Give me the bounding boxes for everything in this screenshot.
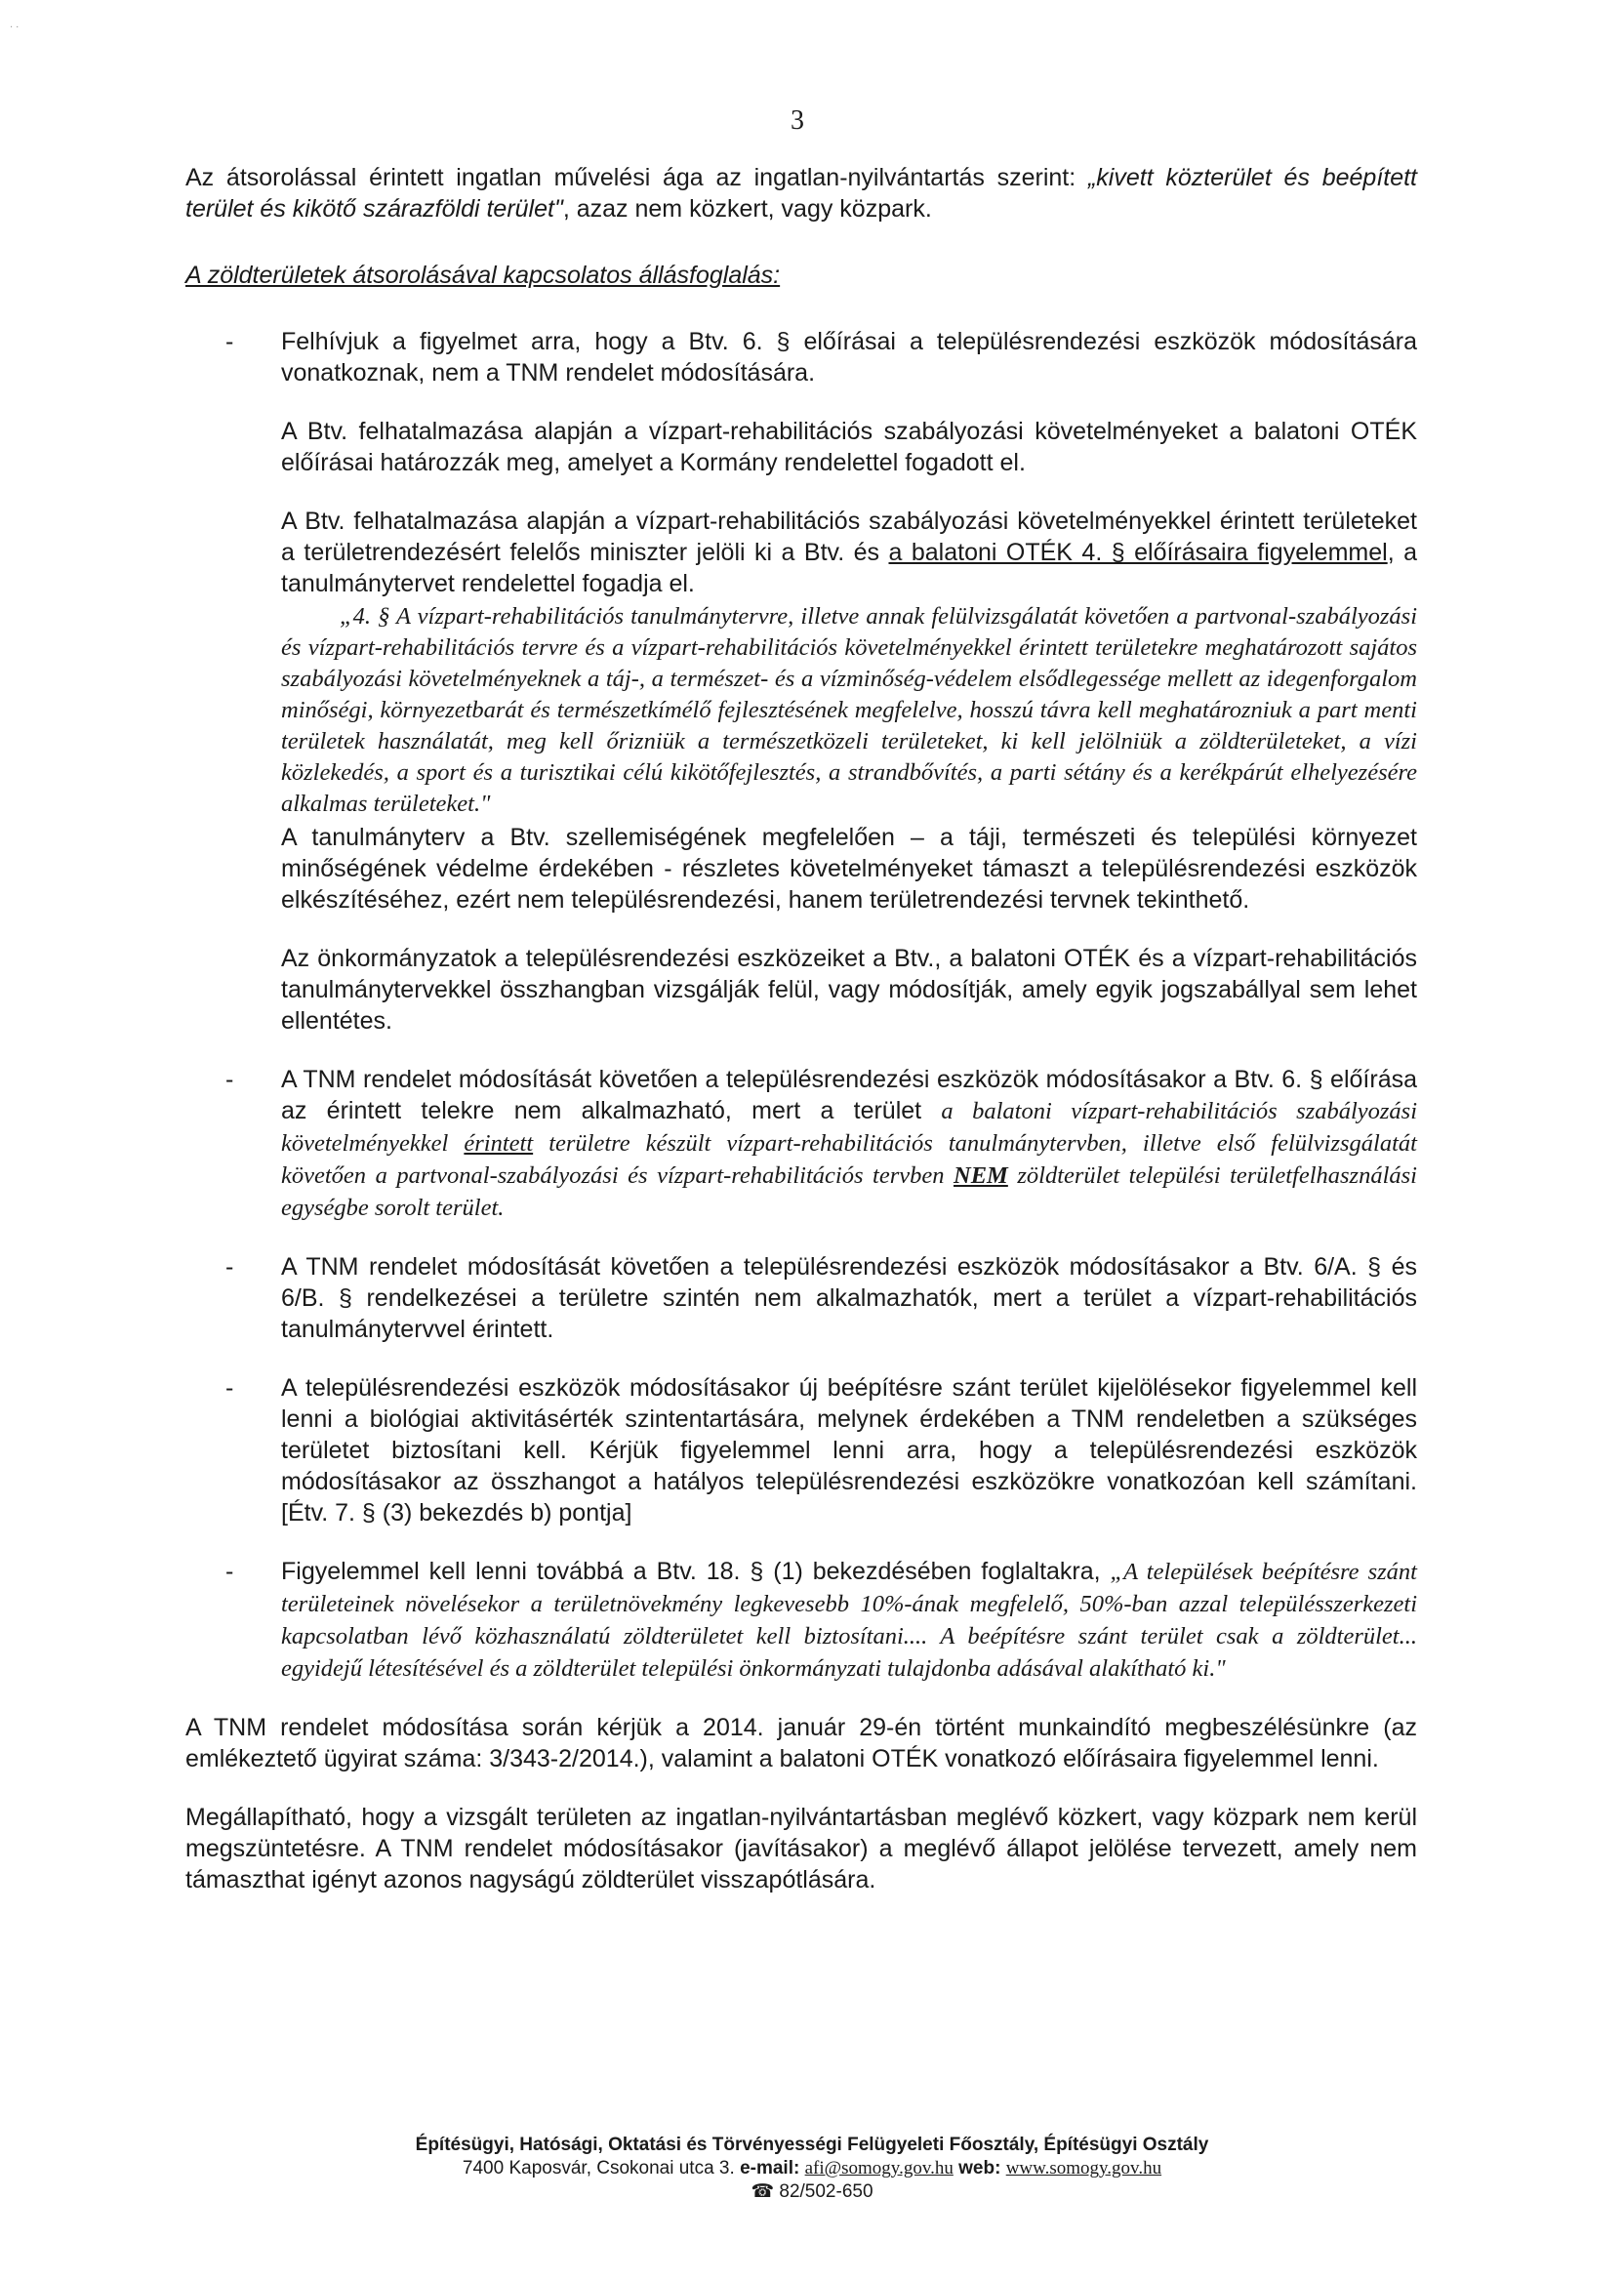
footer-contact: 7400 Kaposvár, Csokonai utca 3. e-mail: afi@somogy.gov.hu web: www.somogy.gov.hu [462,2158,1162,2178]
otek-reference: a balatoni OTÉK 4. § előírásaira figyelemmel [888,539,1388,566]
paragraph-btv-authority: A Btv. felhatalmazása alapján a vízpart-rehabilitációs szabályozási követelményeket a balatoni OTÉK előírásai határozzák meg, amelyet a Kormány rendelettel fogadott el. [281,418,1417,476]
section-heading: A zöldterületek átsorolásával kapcsolatos állásfoglalás: [185,262,781,289]
intro-paragraph: Az átsorolással érintett ingatlan művelési ága az ingatlan-nyilvántartás szerint: „kivett közterület és beépített terület és kikötő szárazföldi terület", azaz nem közkert, vagy közpark. [185,164,1418,223]
scan-artifact: · ⸱ [10,22,20,33]
paragraph-study-plan: A tanulmányterv a Btv. szellemiségének megfelelően – a táji, természeti és települési környezet minőségének védelme érdekében - részletes követelményeket támaszt a településrendezési eszközök elkészítéséhez, ezért nem településrendezési, hanem területrendezési tervnek tekinthető. [281,824,1417,914]
phone-icon: ☎ [751,2181,775,2202]
bullet-item-biological-activity: - A településrendezési eszközök módosításakor új beépítésre szánt terület kijelölésekor figyelemmel kell lenni a biológiai aktivitásérték szintentartására, melynek érdekében a TNM rendeletben a szükséges területet biztosítani kell. Kérjük figyelemmel lenni arra, hogy a településrendezési eszközök módosításakor az összhangot a hatályos településrendezési eszközökre vonatkozóan kell számítani. [Étv. 7. § (3) bekezdés b) pontja] [281,1372,1417,1528]
footer-phone: ☎ 82/502-650 [751,2181,873,2202]
paragraph-conclusion: Megállapítható, hogy a vizsgált területen az ingatlan-nyilvántartásban meglévő közkert, vagy közpark nem kerül megszüntetésre. A TNM rendelet módosításakor (javításakor) a meglévő állapot jelölése tervezett, amely nem támaszthat igényt azonos nagyságú zöldterület visszapótlására. [185,1804,1417,1893]
bullet-item-btv18: - Figyelemmel kell lenni továbbá a Btv. 18. § (1) bekezdésében foglaltakra, „A települések beépítésre szánt területeinek növelésekor a területnövekmény legkevesebb 10%-ának megfelelő, 50%-ban azzal településszerkezeti kapcsolatban lévő közhasználatú zöldterületet kell biztosítani.... A beépítésre szánt terület csak a zöldterület... egyidejű létesítésével és a zöldterület települési önkormányzati tulajdonba adásával alakítható ki." [281,1556,1417,1685]
paragraph-municipalities: Az önkormányzatok a településrendezési eszközeiket a Btv., a balatoni OTÉK és a vízpart-rehabilitációs tanulmánytervekkel összhangban vizsgálják felül, vagy módosítják, amely egyik jogszabállyal sem lehet ellentétes. [281,945,1417,1035]
land-use-quote: „kivett közterület és beépített terület és kikötő szárazföldi terület" [185,164,1418,223]
paragraph-meeting-reference: A TNM rendelet módosítása során kérjük a 2014. január 29-én történt munkaindító megbeszélésünkre (az emlékeztető ügyirat száma: 3/343-2/2014.), valamint a balatoni OTÉK vonatkozó előírásaira figyelemmel lenni. [185,1714,1417,1772]
page-number: 3 [791,105,804,136]
otek-quote: „4. § A vízpart-rehabilitációs tanulmánytervre, illetve annak felülvizsgálatát követően a partvonal-szabályozási és vízpart-rehabilitációs tervre és a vízpart-rehabilitációs követelményekkel érintett területekre meghatározott sajátos szabályozási követelményeknek a táj-, a természet- és a vízminőség-védelem elsődlegessége mellett az idegenforgalom minőségi, környezetbarát és természetkímélő fejlesztésének megfelelve, hosszú távra kell meghatározniuk a part menti területek használatát, meg kell őrizniük a természetközeli területeket, ki kell jelölniük a zöldterületeket, a vízi közlekedés, a sport és a turisztikai célú kikötőfejlesztés, a strandbővítés, a parti sétány és a kerékpárút elhelyezésére alkalmas területeket." [281,603,1417,817]
bullet-item-btv6a: - A TNM rendelet módosítását követően a településrendezési eszközök módosításakor a Btv. 6/A. § és 6/B. § rendelkezései a területre szintén nem alkalmazhatók, mert a terület a vízpart-rehabilitációs tanulmánytervvel érintett. [281,1251,1417,1345]
bullet-item-btv6-not-applicable: - A TNM rendelet módosítását követően a településrendezési eszközök módosításakor a Btv. 6. § előírása az érintett telekre nem alkalmazható, mert a terület a balatoni vízpart-rehabilitációs szabályozási követelményekkel érintett területre készült vízpart-rehabilitációs tanulmánytervben, illetve első felülvizsgálatát követően a partvonal-szabályozási és vízpart-rehabilitációs tervben NEM zöldterület települési területfelhasználási egységbe sorolt terület. [281,1064,1417,1224]
letter-body [185,162,1417,1895]
bullet-item-btv6: - Felhívjuk a figyelmet arra, hogy a Btv. 6. § előírásai a településrendezési eszközök módosítására vonatkoznak, nem a TNM rendelet módosítására. [281,326,1417,388]
paragraph-minister: A Btv. felhatalmazása alapján a vízpart-rehabilitációs szabályozási követelményekkel érintett területeket a területrendezésért felelős miniszter jelöli ki a Btv. és a balatoni OTÉK 4. § előírásaira figyelemmel, a tanulmánytervet rendelettel fogadja el. [281,508,1418,597]
letter-footer [0,2134,1624,2204]
email-link[interactable]: afi@somogy.gov.hu [804,2158,954,2178]
nem-emphasis: NEM [954,1162,1008,1189]
web-link[interactable]: www.somogy.gov.hu [1005,2158,1162,2178]
footer-organization: Építésügyi, Hatósági, Oktatási és Törvényességi Felügyeleti Főosztály, Építésügyi Osztály [415,2135,1209,2155]
